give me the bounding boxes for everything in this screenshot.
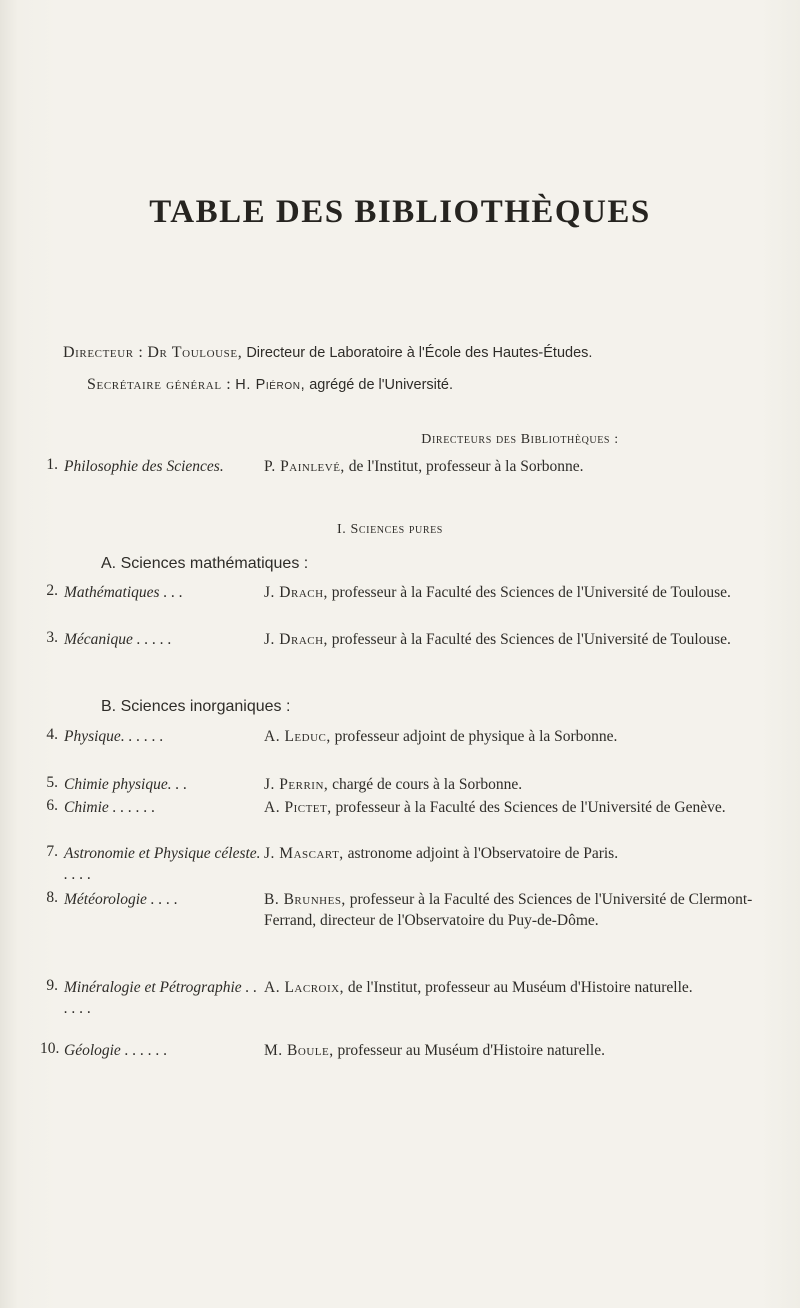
entry-field: Astronomie et Physique céleste. . . . . xyxy=(64,845,261,883)
secretaire-name: H. Piéron, xyxy=(235,377,306,393)
entry-field: Mathématiques . . . xyxy=(64,584,183,601)
entry-number: 9. xyxy=(46,977,58,994)
directeur-line xyxy=(63,344,783,362)
entry-description: M. Boule, professeur au Muséum d'Histoire naturelle. xyxy=(264,1042,605,1059)
entry-person-name: A. Pictet, xyxy=(264,799,332,816)
part1-heading: I. Sciences pures xyxy=(337,522,443,537)
section-a-heading: A. Sciences mathématiques : xyxy=(101,555,309,572)
entry-number: 7. xyxy=(46,843,58,860)
entry-person-name: J. Drach, xyxy=(264,584,328,601)
directeurs-heading: Directeurs des Bibliothèques : xyxy=(421,432,619,447)
entry-field: Physique. . . . . . xyxy=(64,728,164,745)
entry-person-name: J. Mascart, xyxy=(264,845,344,862)
entry-description: A. Lacroix, de l'Institut, professeur au Muséum d'Histoire naturelle. xyxy=(264,979,693,996)
directeur-name: Dr Toulouse, xyxy=(147,344,243,361)
section-b-heading: B. Sciences inorganiques : xyxy=(101,698,291,715)
entry-description: P. Painlevé, de l'Institut, professeur à la Sorbonne. xyxy=(264,458,584,475)
entry-person-name: A. Lacroix, xyxy=(264,979,344,996)
entry-number: 6. xyxy=(46,797,58,814)
entry-number: 1. xyxy=(46,456,58,473)
entry-number: 10. xyxy=(40,1040,60,1057)
entry-field: Météorologie . . . . xyxy=(64,891,178,908)
entry-field: Mécanique . . . . . xyxy=(64,631,172,648)
entry-number: 4. xyxy=(46,726,58,743)
entry-person-name: J. Perrin, xyxy=(264,776,329,793)
entry-description: J. Mascart, astronome adjoint à l'Observatoire de Paris. xyxy=(264,845,619,862)
page-title: TABLE DES BIBLIOTHÈQUES xyxy=(149,194,651,230)
entry-description: B. Brunhes, professeur à la Faculté des Sciences de l'Université de Clermont-Ferrand, directeur de l'Observatoire du Puy-de-Dôme. xyxy=(264,891,753,929)
entry-description: J. Drach, professeur à la Faculté des Sciences de l'Université de Toulouse. xyxy=(264,631,731,648)
directeur-label: Directeur : xyxy=(63,344,144,361)
entry-person-name: J. Drach, xyxy=(264,631,328,648)
entry-number: 5. xyxy=(46,774,58,791)
entry-field: Philosophie des Sciences. xyxy=(64,458,224,475)
entry-field: Géologie . . . . . . xyxy=(64,1042,168,1059)
entry-person-name: M. Boule, xyxy=(264,1042,334,1059)
entry-person-name: A. Leduc, xyxy=(264,728,331,745)
entry-number: 3. xyxy=(46,629,58,646)
secretaire-line xyxy=(87,376,800,394)
secretaire-role: agrégé de l'Université. xyxy=(309,377,454,393)
entry-description: J. Drach, professeur à la Faculté des Sciences de l'Université de Toulouse. xyxy=(264,584,731,601)
secretaire-label: Secrétaire général : xyxy=(87,376,232,393)
entry-field: Chimie physique. . . xyxy=(64,776,188,793)
entry-number: 8. xyxy=(46,889,58,906)
entry-field: Minéralogie et Pétrographie . . . . . . xyxy=(64,979,258,1017)
entry-description: A. Leduc, professeur adjoint de physique à la Sorbonne. xyxy=(264,728,618,745)
entry-person-name: B. Brunhes, xyxy=(264,891,346,908)
directeur-role: Directeur de Laboratoire à l'École des Hautes-Études. xyxy=(246,345,593,361)
entry-number: 2. xyxy=(46,582,58,599)
entry-description: J. Perrin, chargé de cours à la Sorbonne. xyxy=(264,776,523,793)
entry-field: Chimie . . . . . . xyxy=(64,799,156,816)
entry-description: A. Pictet, professeur à la Faculté des Sciences de l'Université de Genève. xyxy=(264,799,726,816)
